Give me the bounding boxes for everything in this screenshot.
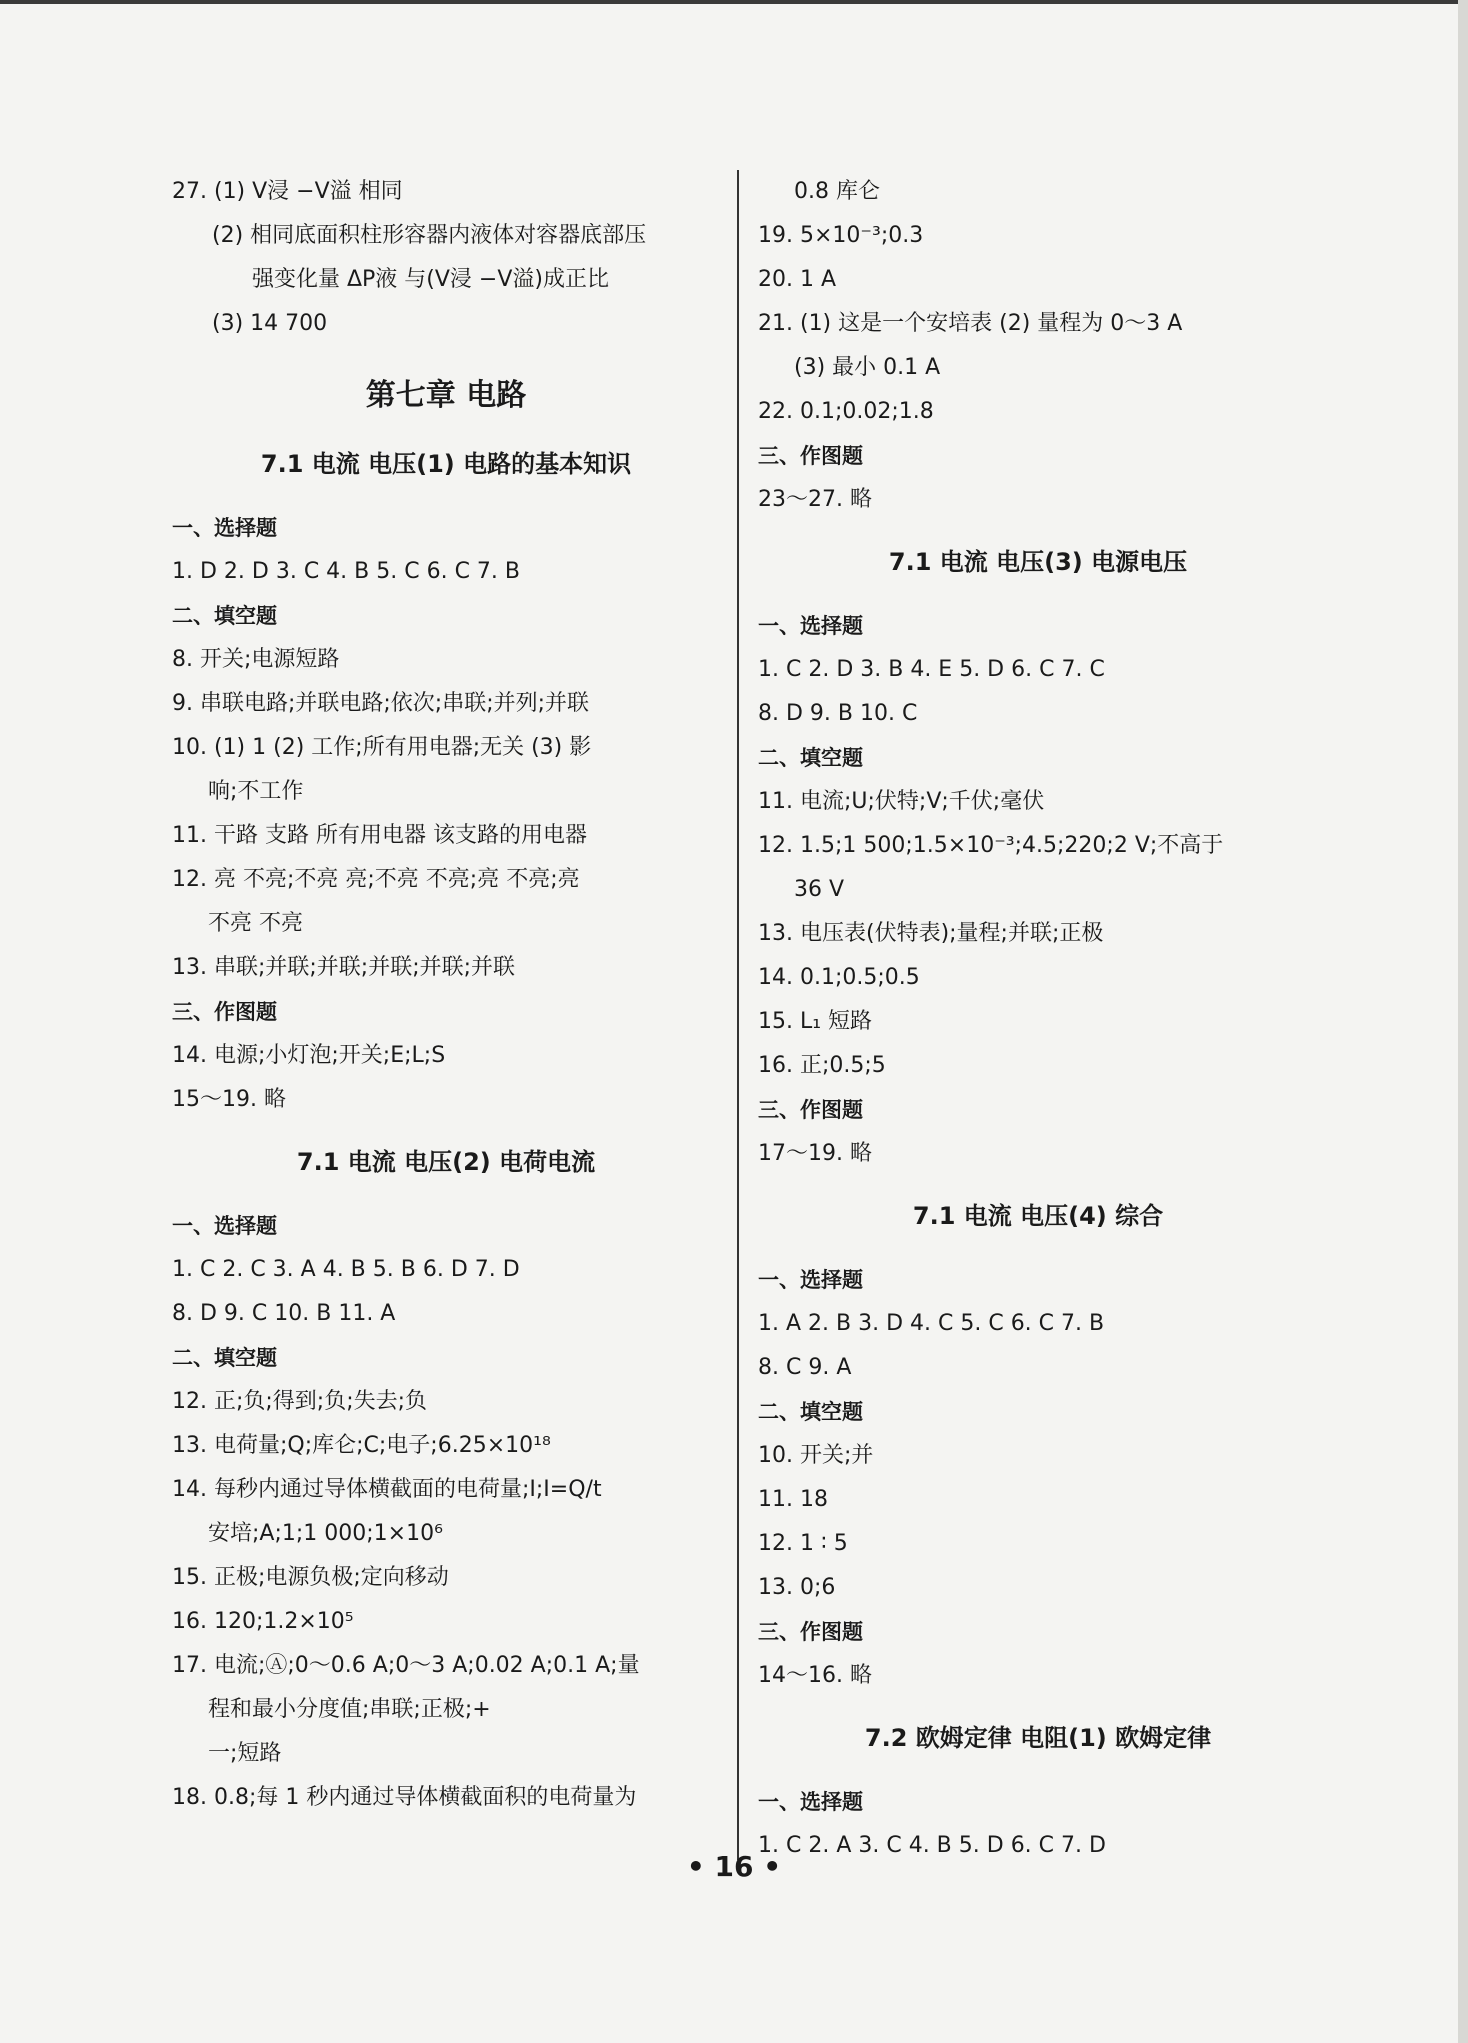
section-heading: 一、选择题 — [172, 516, 277, 540]
answer-line: 17～19. 略 — [758, 1141, 872, 1166]
section-heading: 二、填空题 — [758, 1400, 863, 1424]
answer-line: 19. 5×10⁻³;0.3 — [758, 223, 924, 248]
answer-line: 1. A 2. B 3. D 4. C 5. C 6. C 7. B — [758, 1311, 1105, 1336]
section-heading: 一、选择题 — [758, 1268, 863, 1292]
answer-line: 16. 正;0.5;5 — [758, 1053, 886, 1078]
answer-line: 14～16. 略 — [758, 1663, 872, 1688]
answer-line: 21. (1) 这是一个安培表 (2) 量程为 0～3 A — [758, 311, 1183, 336]
answer-line: 12. 1 ∶ 5 — [758, 1531, 848, 1556]
section-heading: 三、作图题 — [172, 1000, 277, 1024]
right-column — [758, 170, 1318, 1868]
answer-line: 1. D 2. D 3. C 4. B 5. C 6. C 7. B — [172, 559, 520, 584]
lesson-title: 7.1 电流 电压(3) 电源电压 — [888, 548, 1188, 576]
answer-line: 20. 1 A — [758, 267, 837, 292]
lesson-title: 7.1 电流 电压(4) 综合 — [912, 1202, 1164, 1230]
column-divider — [737, 170, 739, 1860]
section-heading: 一、选择题 — [758, 1790, 863, 1814]
answer-line: 14. 每秒内通过导体横截面的电荷量;I;I=Q/t — [172, 1477, 602, 1502]
left-column — [172, 170, 720, 1820]
answer-line: 9. 串联电路;并联电路;依次;串联;并列;并联 — [172, 691, 590, 716]
answer-line: 12. 亮 不亮;不亮 亮;不亮 不亮;亮 不亮;亮 — [172, 867, 580, 892]
lesson-title: 7.1 电流 电压(1) 电路的基本知识 — [260, 450, 632, 478]
answer-line: 15. 正极;电源负极;定向移动 — [172, 1565, 449, 1590]
section-heading: 三、作图题 — [758, 444, 863, 468]
answer-line: 12. 正;负;得到;负;失去;负 — [172, 1389, 428, 1414]
answer-line: 安培;A;1;1 000;1×10⁶ — [208, 1521, 443, 1546]
section-heading: 二、填空题 — [758, 746, 863, 770]
answer-line: 一;短路 — [208, 1741, 282, 1766]
answer-line: 10. (1) 1 (2) 工作;所有用电器;无关 (3) 影 — [172, 735, 592, 760]
answer-line: 11. 18 — [758, 1487, 828, 1512]
answer-line: 11. 干路 支路 所有用电器 该支路的用电器 — [172, 823, 587, 848]
answer-line: 23～27. 略 — [758, 487, 872, 512]
answer-line: (3) 14 700 — [212, 311, 328, 336]
answer-line: 18. 0.8;每 1 秒内通过导体横截面积的电荷量为 — [172, 1785, 637, 1810]
top-rule — [0, 0, 1468, 4]
answer-line: 0.8 库仑 — [794, 179, 880, 204]
answer-line: (2) 相同底面积柱形容器内液体对容器底部压 — [212, 223, 647, 248]
answer-line: 10. 开关;并 — [758, 1443, 874, 1468]
answer-line: 13. 电压表(伏特表);量程;并联;正极 — [758, 921, 1104, 946]
section-heading: 三、作图题 — [758, 1620, 863, 1644]
answer-line: 27. (1) V浸 −V溢 相同 — [172, 179, 403, 204]
answer-line: 11. 电流;U;伏特;V;千伏;毫伏 — [758, 789, 1045, 814]
answer-line: 15. L₁ 短路 — [758, 1009, 873, 1034]
answer-line: 8. D 9. B 10. C — [758, 701, 918, 726]
section-heading: 一、选择题 — [172, 1214, 277, 1238]
answer-line: 36 V — [794, 877, 845, 902]
answer-line: 1. C 2. C 3. A 4. B 5. B 6. D 7. D — [172, 1257, 520, 1282]
answer-line: 22. 0.1;0.02;1.8 — [758, 399, 934, 424]
answer-line: 13. 0;6 — [758, 1575, 836, 1600]
answer-line: 14. 0.1;0.5;0.5 — [758, 965, 920, 990]
lesson-title: 7.1 电流 电压(2) 电荷电流 — [296, 1148, 596, 1176]
answer-line: 强变化量 ΔP液 与(V浸 −V溢)成正比 — [252, 267, 609, 292]
answer-line: 14. 电源;小灯泡;开关;E;L;S — [172, 1043, 446, 1068]
section-heading: 二、填空题 — [172, 604, 277, 628]
chapter-title: 第七章 电路 — [365, 378, 527, 413]
answer-line: 8. C 9. A — [758, 1355, 852, 1380]
lesson-title: 7.2 欧姆定律 电阻(1) 欧姆定律 — [864, 1724, 1212, 1752]
answer-line: 13. 串联;并联;并联;并联;并联;并联 — [172, 955, 516, 980]
answer-line: 16. 120;1.2×10⁵ — [172, 1609, 354, 1634]
answer-line: 15～19. 略 — [172, 1087, 286, 1112]
answer-line: 响;不工作 — [208, 779, 304, 804]
answer-line: (3) 最小 0.1 A — [794, 355, 941, 380]
answer-line: 程和最小分度值;串联;正极;+ — [208, 1697, 491, 1722]
answer-line: 1. C 2. A 3. C 4. B 5. D 6. C 7. D — [758, 1833, 1106, 1858]
page-edge — [1458, 0, 1468, 2043]
section-heading: 二、填空题 — [172, 1346, 277, 1370]
section-heading: 三、作图题 — [758, 1098, 863, 1122]
answer-line: 13. 电荷量;Q;库仑;C;电子;6.25×10¹⁸ — [172, 1433, 551, 1458]
answer-line: 1. C 2. D 3. B 4. E 5. D 6. C 7. C — [758, 657, 1105, 682]
answer-line: 17. 电流;Ⓐ;0～0.6 A;0～3 A;0.02 A;0.1 A;量 — [172, 1653, 640, 1678]
section-heading: 一、选择题 — [758, 614, 863, 638]
answer-line: 12. 1.5;1 500;1.5×10⁻³;4.5;220;2 V;不高于 — [758, 833, 1224, 858]
page-number: • 16 • — [686, 1850, 782, 1883]
answer-line: 8. D 9. C 10. B 11. A — [172, 1301, 396, 1326]
answer-line: 不亮 不亮 — [208, 911, 303, 936]
answer-line: 8. 开关;电源短路 — [172, 647, 340, 672]
